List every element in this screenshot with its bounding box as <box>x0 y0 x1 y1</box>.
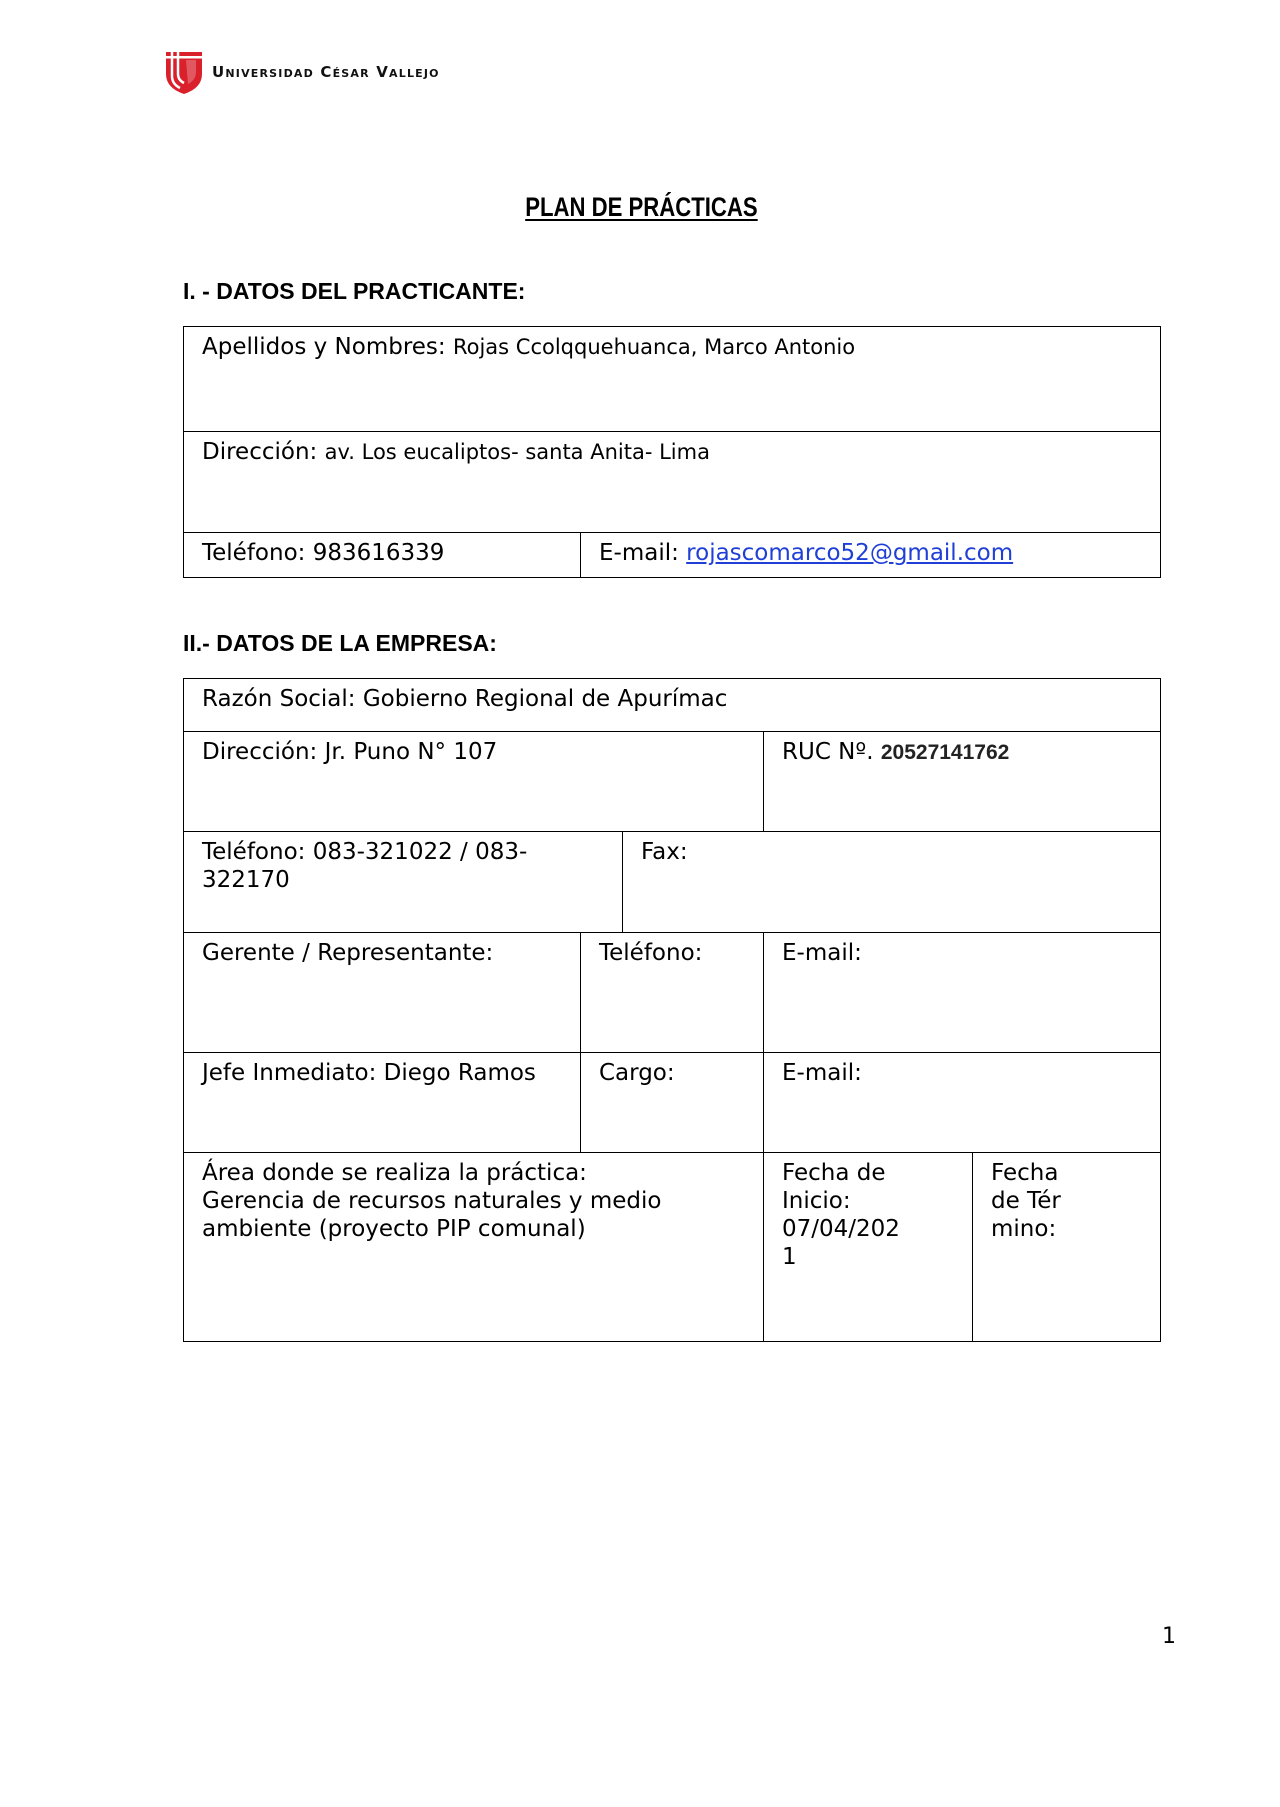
names-value: Rojas Ccolqquehuanca, Marco Antonio <box>452 335 856 359</box>
ruc-value: 20527141762 <box>880 741 1010 764</box>
razon-value: Gobierno Regional de Apurímac <box>362 686 728 712</box>
page-title <box>117 192 1167 223</box>
university-name: Universidad César Vallejo <box>212 63 440 81</box>
end-date-cell <box>973 1153 1161 1342</box>
manager-label: Gerente / Representante: <box>202 940 494 966</box>
email-link[interactable]: rojascomarco52@gmail.com <box>686 540 1014 566</box>
razon-social-cell <box>184 679 1161 732</box>
section-2-heading: II.- DATOS DE LA EMPRESA: <box>183 630 497 656</box>
manager-cell <box>184 933 581 1053</box>
fax-label: Fax: <box>641 839 688 865</box>
company-phone-label: Teléfono: <box>202 839 313 865</box>
ruc-label: RUC Nº. <box>782 739 881 765</box>
ucv-shield-icon <box>166 50 202 94</box>
cargo-cell <box>581 1053 764 1153</box>
boss-email-cell <box>764 1053 1161 1153</box>
practicante-table <box>183 326 1161 578</box>
area-value: Gerencia de recursos naturales y medio ambiente (proyecto PIP comunal) <box>202 1188 662 1242</box>
section-1-heading: I. - DATOS DEL PRACTICANTE: <box>183 278 526 304</box>
email-label: E-mail: <box>599 540 687 566</box>
manager-email-label: E-mail: <box>782 940 862 966</box>
area-cell <box>184 1153 764 1342</box>
page-number: 1 <box>1162 1624 1176 1649</box>
company-address-value: Jr. Puno N° 107 <box>324 739 498 765</box>
razon-label: Razón Social: <box>202 686 363 712</box>
names-cell <box>184 327 1161 432</box>
names-label: Apellidos y Nombres: <box>202 334 453 360</box>
empresa-table <box>183 678 1161 1342</box>
phone-label: Teléfono: <box>202 540 313 566</box>
company-phone-cell <box>184 832 623 933</box>
ruc-cell <box>764 732 1161 832</box>
address-cell <box>184 432 1161 533</box>
phone-cell <box>184 533 581 578</box>
start-date-cell <box>764 1153 973 1342</box>
phone-value: 983616339 <box>312 540 445 566</box>
email-cell <box>581 533 1161 578</box>
fax-cell <box>623 832 1161 933</box>
boss-label: Jefe Inmediato: <box>202 1060 384 1086</box>
address-label: Dirección: <box>202 439 325 465</box>
address-value: av. Los eucaliptos- santa Anita- Lima <box>324 440 710 464</box>
company-phone-value: 083-321022 / 083-322170 <box>202 839 528 893</box>
university-logo <box>166 50 440 94</box>
boss-email-label: E-mail: <box>782 1060 862 1086</box>
start-label: Fecha de Inicio: <box>782 1160 886 1214</box>
manager-phone-cell <box>581 933 764 1053</box>
company-address-label: Dirección: <box>202 739 325 765</box>
area-label: Área donde se realiza la práctica: <box>202 1160 587 1186</box>
company-address-cell <box>184 732 764 832</box>
page-title-text: PLAN DE PRÁCTICAS <box>525 192 758 222</box>
manager-email-cell <box>764 933 1161 1053</box>
end-label: Fecha de Término: <box>991 1160 1061 1242</box>
boss-cell <box>184 1053 581 1153</box>
start-value: 07/04/2021 <box>782 1216 900 1270</box>
manager-phone-label: Teléfono: <box>599 940 703 966</box>
cargo-label: Cargo: <box>599 1060 675 1086</box>
boss-value: Diego Ramos <box>383 1060 536 1086</box>
